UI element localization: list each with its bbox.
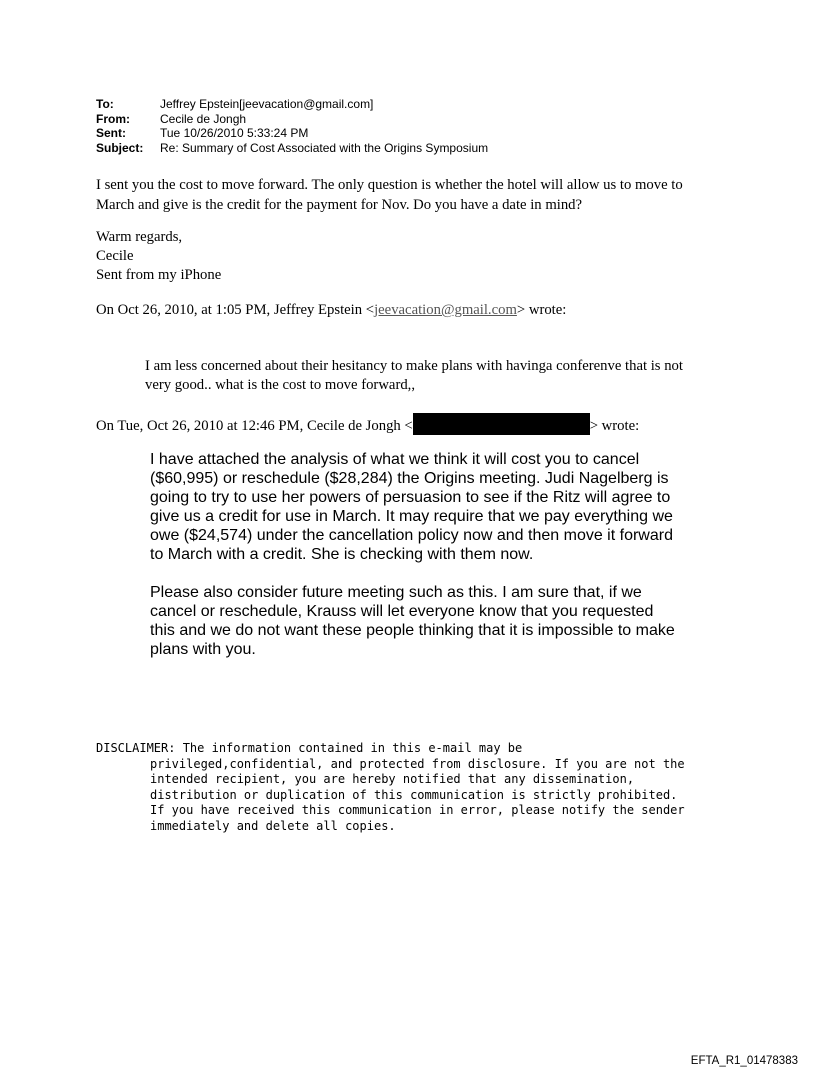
reply2-intro-before: On Tue, Oct 26, 2010 at 12:46 PM, Cecile de Jongh <: [96, 418, 413, 434]
redaction-box: [413, 413, 590, 435]
sender-name: Cecile: [96, 248, 134, 264]
header-sent-row: [96, 126, 488, 141]
closing: Warm regards,: [96, 229, 183, 245]
header-subject-row: [96, 141, 488, 156]
to-label: To:: [96, 97, 114, 111]
disclaimer: [96, 741, 696, 834]
sent-from-line: Sent from my iPhone: [96, 267, 222, 283]
subject-value: Re: Summary of Cost Associated with the Origins Symposium: [160, 140, 489, 155]
document-id: EFTA_R1_01478383: [690, 1055, 798, 1067]
reply1-intro-before: On Oct 26, 2010, at 1:05 PM, Jeffrey Epstein <: [96, 302, 375, 318]
body-paragraph: I sent you the cost to move forward. The only question is whether the hotel will allow us to move to March and give is the credit for the payment for Nov. Do you have a date in mind?: [96, 177, 683, 213]
sent-label: Sent:: [96, 126, 126, 140]
reply2-paragraph-1: I have attached the analysis of what we think it will cost you to cancel ($60,995) or reschedule ($28,284) the Origins meeting. Judi Nagelberg is going to try to use her powers of persuasion to see if the Ritz will agree to give us a credit for use in March. It may require that we pay everything we owe ($24,574) under the cancellation policy now and then move it forward to March with a credit. She is checking with them now.: [150, 451, 673, 563]
email-header: [96, 97, 488, 155]
reply1-quote: I am less concerned about their hesitancy to make plans with havinga conferenve that is not very good.. what is the cost to move forward,,: [145, 358, 683, 393]
signature-block: [96, 228, 221, 285]
reply2-intro-after: > wrote:: [589, 418, 640, 434]
reply2-intro: [96, 413, 639, 435]
header-from-row: [96, 112, 488, 127]
header-to-row: [96, 97, 488, 112]
reply1-intro: [96, 302, 566, 319]
disclaimer-first-line: DISCLAIMER: The information contained in this e-mail may be: [96, 741, 523, 755]
reply1-email-link[interactable]: jeevacation@gmail.com: [374, 302, 517, 318]
reply2-quote: [150, 450, 680, 659]
from-label: From:: [96, 111, 130, 126]
reply1-intro-after: > wrote:: [516, 302, 567, 318]
disclaimer-body: privileged,confidential, and protected from disclosure. If you are not the intended recipient, you are hereby notified that any dissemination, distribution or duplication of this communication is strictly prohibited. If you have received this communication in error, please notify the sender immediately and delete all copies.: [150, 756, 685, 833]
to-value: Jeffrey Epstein[jeevacation@gmail.com]: [160, 97, 374, 111]
subject-label: Subject:: [96, 140, 144, 155]
sent-value: Tue 10/26/2010 5:33:24 PM: [160, 126, 309, 140]
reply2-paragraph-2: Please also consider future meeting such as this. I am sure that, if we cancel or reschedule, Krauss will let everyone know that you requested this and we do not want these people thinking that it is impossible to make plans with you.: [150, 584, 675, 658]
from-value: Cecile de Jongh: [160, 111, 247, 126]
